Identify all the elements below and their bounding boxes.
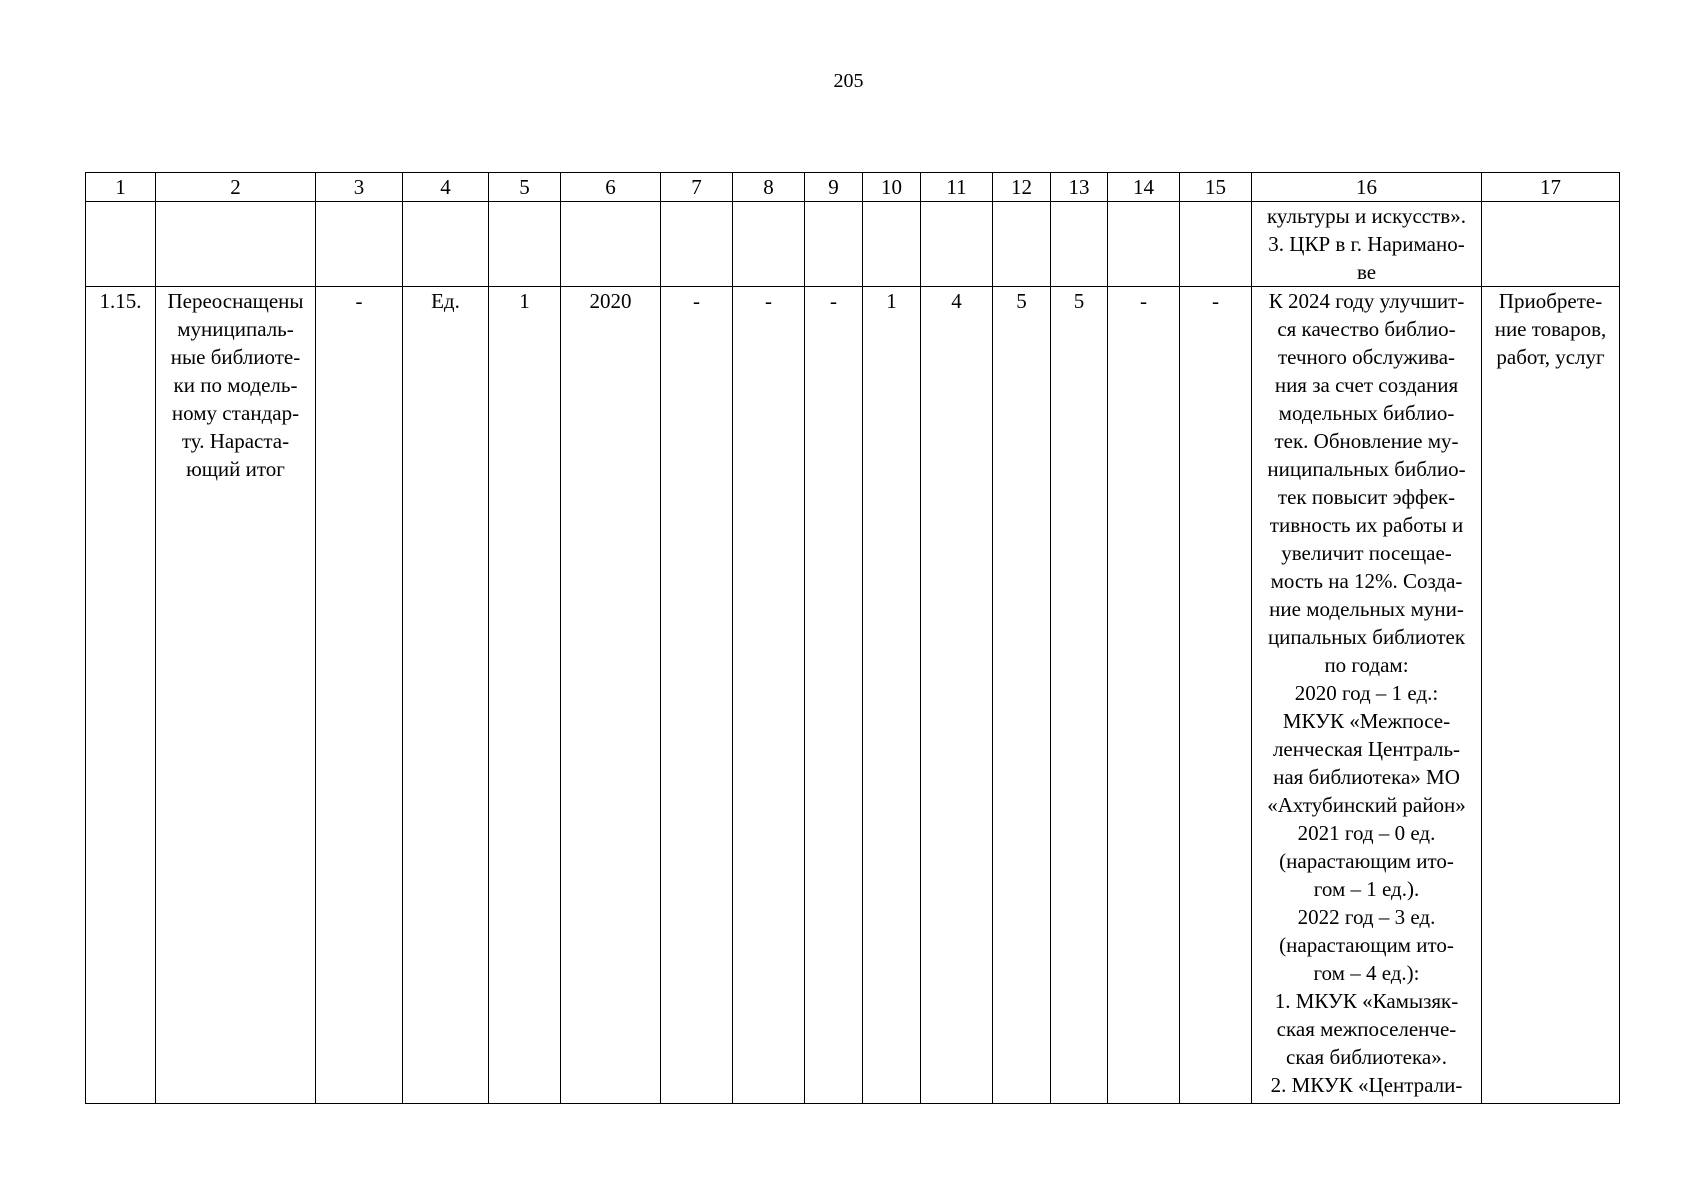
table-cell (863, 202, 921, 287)
column-number: 12 (993, 173, 1051, 202)
column-number-row (86, 173, 1620, 202)
continuation-row (86, 202, 1620, 287)
table-cell (921, 202, 993, 287)
column-number: 4 (403, 173, 489, 202)
expense-type-cell: Приобрете- ние товаров, работ, услуг (1482, 287, 1620, 1104)
table-cell (661, 202, 733, 287)
column-number: 10 (863, 173, 921, 202)
column-number: 1 (86, 173, 156, 202)
table-cell: - (1180, 287, 1252, 1104)
column-number: 11 (921, 173, 993, 202)
column-number: 5 (489, 173, 561, 202)
table-cell: - (661, 287, 733, 1104)
table-cell: 1 (863, 287, 921, 1104)
description-cell: К 2024 году улучшит- ся качество библио- течного обслужива- ния за счет создания модельных библио- тек. Обновление му- ниципальных библио- тек повысит эффек- тивность их работы и увеличит посещае- мость на 12%. Созда- ние модельных муни- ципальных библиотек по годам: 2020 год – 1 ед.: МКУК «Межпосе- ленческая Централь- ная библиотека» МО «Ахтубинский район» 2021 год – 0 ед. (нарастающим ито- гом – 1 ед.). 2022 год – 3 ед. (нарастающим ито- гом – 4 ед.): 1. МКУК «Камызяк- ская межпоселенче- ская библиотека». 2. МКУК «Централи- (1252, 287, 1482, 1104)
table-cell: 5 (1051, 287, 1108, 1104)
page-number: 205 (833, 70, 864, 92)
table-cell: 4 (921, 287, 993, 1104)
table-cell (156, 202, 316, 287)
table-row-1-15 (86, 287, 1620, 1104)
year-cell: 2020 (561, 287, 661, 1104)
table-cell (733, 202, 805, 287)
column-number: 8 (733, 173, 805, 202)
table-cell (316, 202, 403, 287)
continuation-description-cell: культуры и искусств». 3. ЦКР в г. Наримано- ве (1252, 202, 1482, 287)
column-number: 15 (1180, 173, 1252, 202)
column-number: 13 (1051, 173, 1108, 202)
column-number: 7 (661, 173, 733, 202)
column-number: 16 (1252, 173, 1482, 202)
table-cell: - (316, 287, 403, 1104)
table-cell (805, 202, 863, 287)
unit-cell: Ед. (403, 287, 489, 1104)
column-number: 17 (1482, 173, 1620, 202)
table-cell (1180, 202, 1252, 287)
column-number: 9 (805, 173, 863, 202)
indicators-table (85, 172, 1620, 1104)
table-cell (561, 202, 661, 287)
table-cell: - (805, 287, 863, 1104)
column-number: 2 (156, 173, 316, 202)
column-number: 14 (1108, 173, 1180, 202)
table-cell (86, 202, 156, 287)
table-cell (489, 202, 561, 287)
column-number: 3 (316, 173, 403, 202)
table-cell (1108, 202, 1180, 287)
table-cell: 1 (489, 287, 561, 1104)
table-cell: - (1108, 287, 1180, 1104)
indicator-name-cell: Переоснащены муниципаль- ные библиоте- ки по модель- ному стандар- ту. Нараста- ющий итог (156, 287, 316, 1104)
table-cell: - (733, 287, 805, 1104)
table-cell: 5 (993, 287, 1051, 1104)
table-cell (403, 202, 489, 287)
table-cell (993, 202, 1051, 287)
table-cell (1051, 202, 1108, 287)
table-cell (1482, 202, 1620, 287)
row-number-cell: 1.15. (86, 287, 156, 1104)
column-number: 6 (561, 173, 661, 202)
